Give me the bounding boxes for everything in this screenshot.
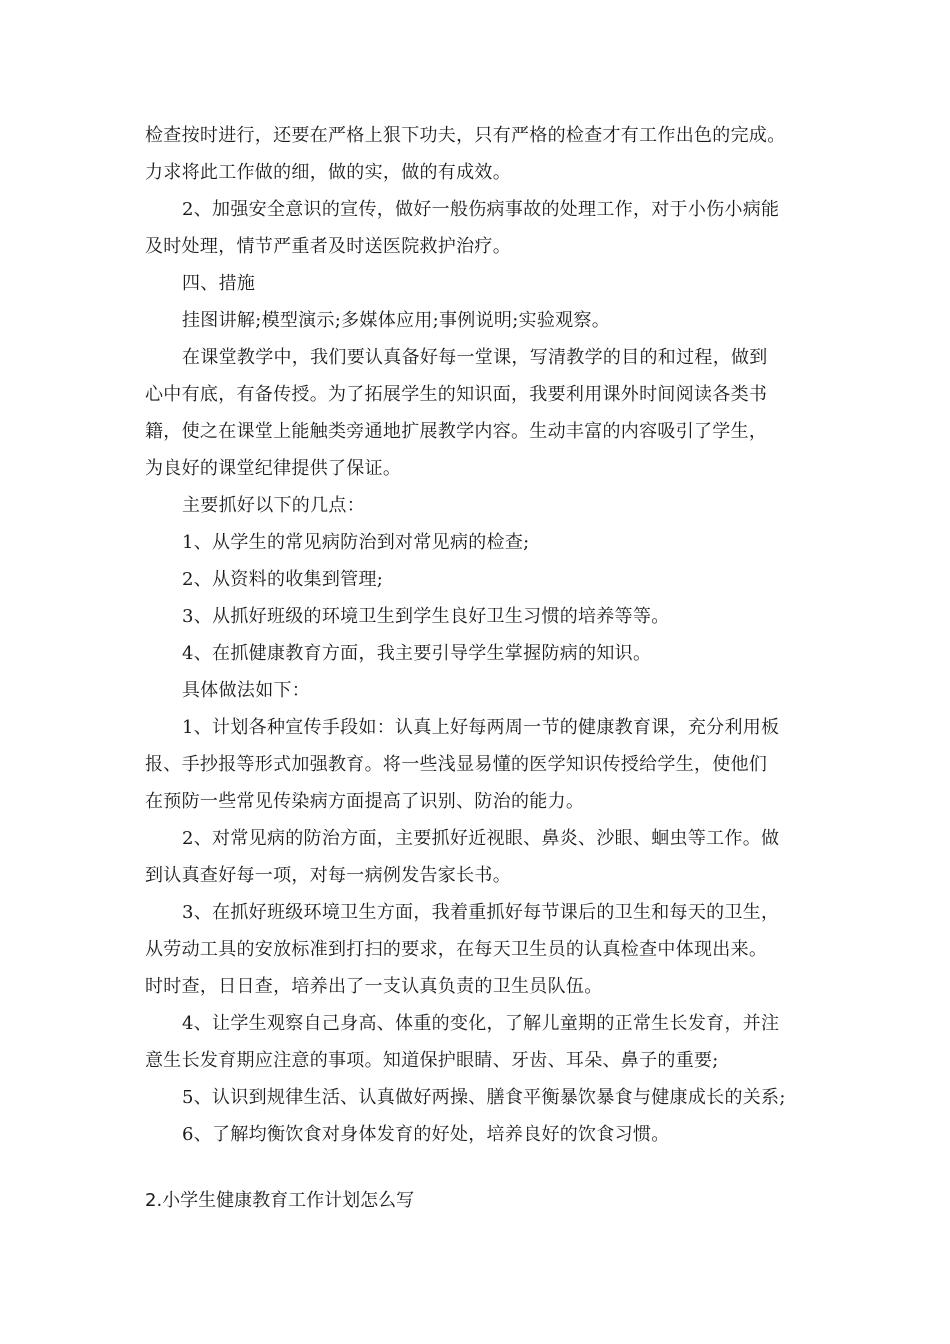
paragraph-line: 检查按时进行，还要在严格上狠下功夫，只有严格的检查才有工作出色的完成。	[145, 125, 786, 146]
paragraph-line: 籍，使之在课堂上能触类旁通地扩展教学内容。生动丰富的内容吸引了学生，	[145, 421, 768, 442]
paragraph-line: 到认真查好每一项，对每一病例发告家长书。	[145, 865, 511, 886]
list-item: 4、让学生观察自己身高、体重的变化，了解儿童期的正常生长发育，并注	[182, 1013, 780, 1034]
list-item: 3、在抓好班级环境卫生方面，我着重抓好每节课后的卫生和每天的卫生，	[182, 902, 780, 923]
paragraph-line: 挂图讲解;模型演示;多媒体应用;事例说明;实验观察。	[182, 310, 611, 331]
paragraph-line: 心中有底，有备传授。为了拓展学生的知识面，我要利用课外时间阅读各类书	[145, 384, 768, 405]
list-item: 5、认识到规律生活、认真做好两操、膳食平衡暴饮暴食与健康成长的关系;	[182, 1087, 786, 1108]
paragraph-line: 及时处理，情节严重者及时送医院救护治疗。	[145, 236, 511, 257]
paragraph-line: 具体做法如下：	[182, 680, 311, 701]
paragraph-line: 从劳动工具的安放标准到打扫的要求，在每天卫生员的认真检查中体现出来。	[145, 939, 768, 960]
paragraph-line: 力求将此工作做的细，做的实，做的有成效。	[145, 162, 511, 183]
list-item: 2、从资料的收集到管理;	[182, 569, 384, 590]
paragraph-line: 在预防一些常见传染病方面提高了识别、防治的能力。	[145, 791, 585, 812]
list-item: 2、对常见病的防治方面，主要抓好近视眼、鼻炎、沙眼、蛔虫等工作。做	[182, 828, 780, 849]
paragraph-line: 2、加强安全意识的宣传，做好一般伤病事故的处理工作，对于小伤小病能	[182, 199, 780, 220]
paragraph-line: 意生长发育期应注意的事项。知道保护眼睛、牙齿、耳朵、鼻子的重要;	[145, 1050, 719, 1071]
list-item: 3、从抓好班级的环境卫生到学生良好卫生习惯的培养等等。	[182, 606, 670, 627]
paragraph-line: 时时查，日日查，培养出了一支认真负责的卫生员队伍。	[145, 976, 603, 997]
section-heading: 2.小学生健康教育工作计划怎么写	[145, 1190, 415, 1211]
paragraph-line: 为良好的课堂纪律提供了保证。	[145, 458, 402, 479]
paragraph-line: 报、手抄报等形式加强教育。将一些浅显易懂的医学知识传授给学生，使他们	[145, 754, 768, 775]
paragraph-line: 在课堂教学中，我们要认真备好每一堂课，写清教学的目的和过程，做到	[182, 347, 768, 368]
list-item: 1、计划各种宣传手段如：认真上好每两周一节的健康教育课，充分利用板	[182, 717, 780, 738]
list-item: 1、从学生的常见病防治到对常见病的检查;	[182, 532, 530, 553]
list-item: 6、了解均衡饮食对身体发育的好处，培养良好的饮食习惯。	[182, 1124, 670, 1145]
list-item: 4、在抓健康教育方面，我主要引导学生掌握防病的知识。	[182, 643, 652, 664]
paragraph-line: 主要抓好以下的几点：	[182, 495, 365, 516]
section-title: 四、措施	[182, 273, 256, 294]
